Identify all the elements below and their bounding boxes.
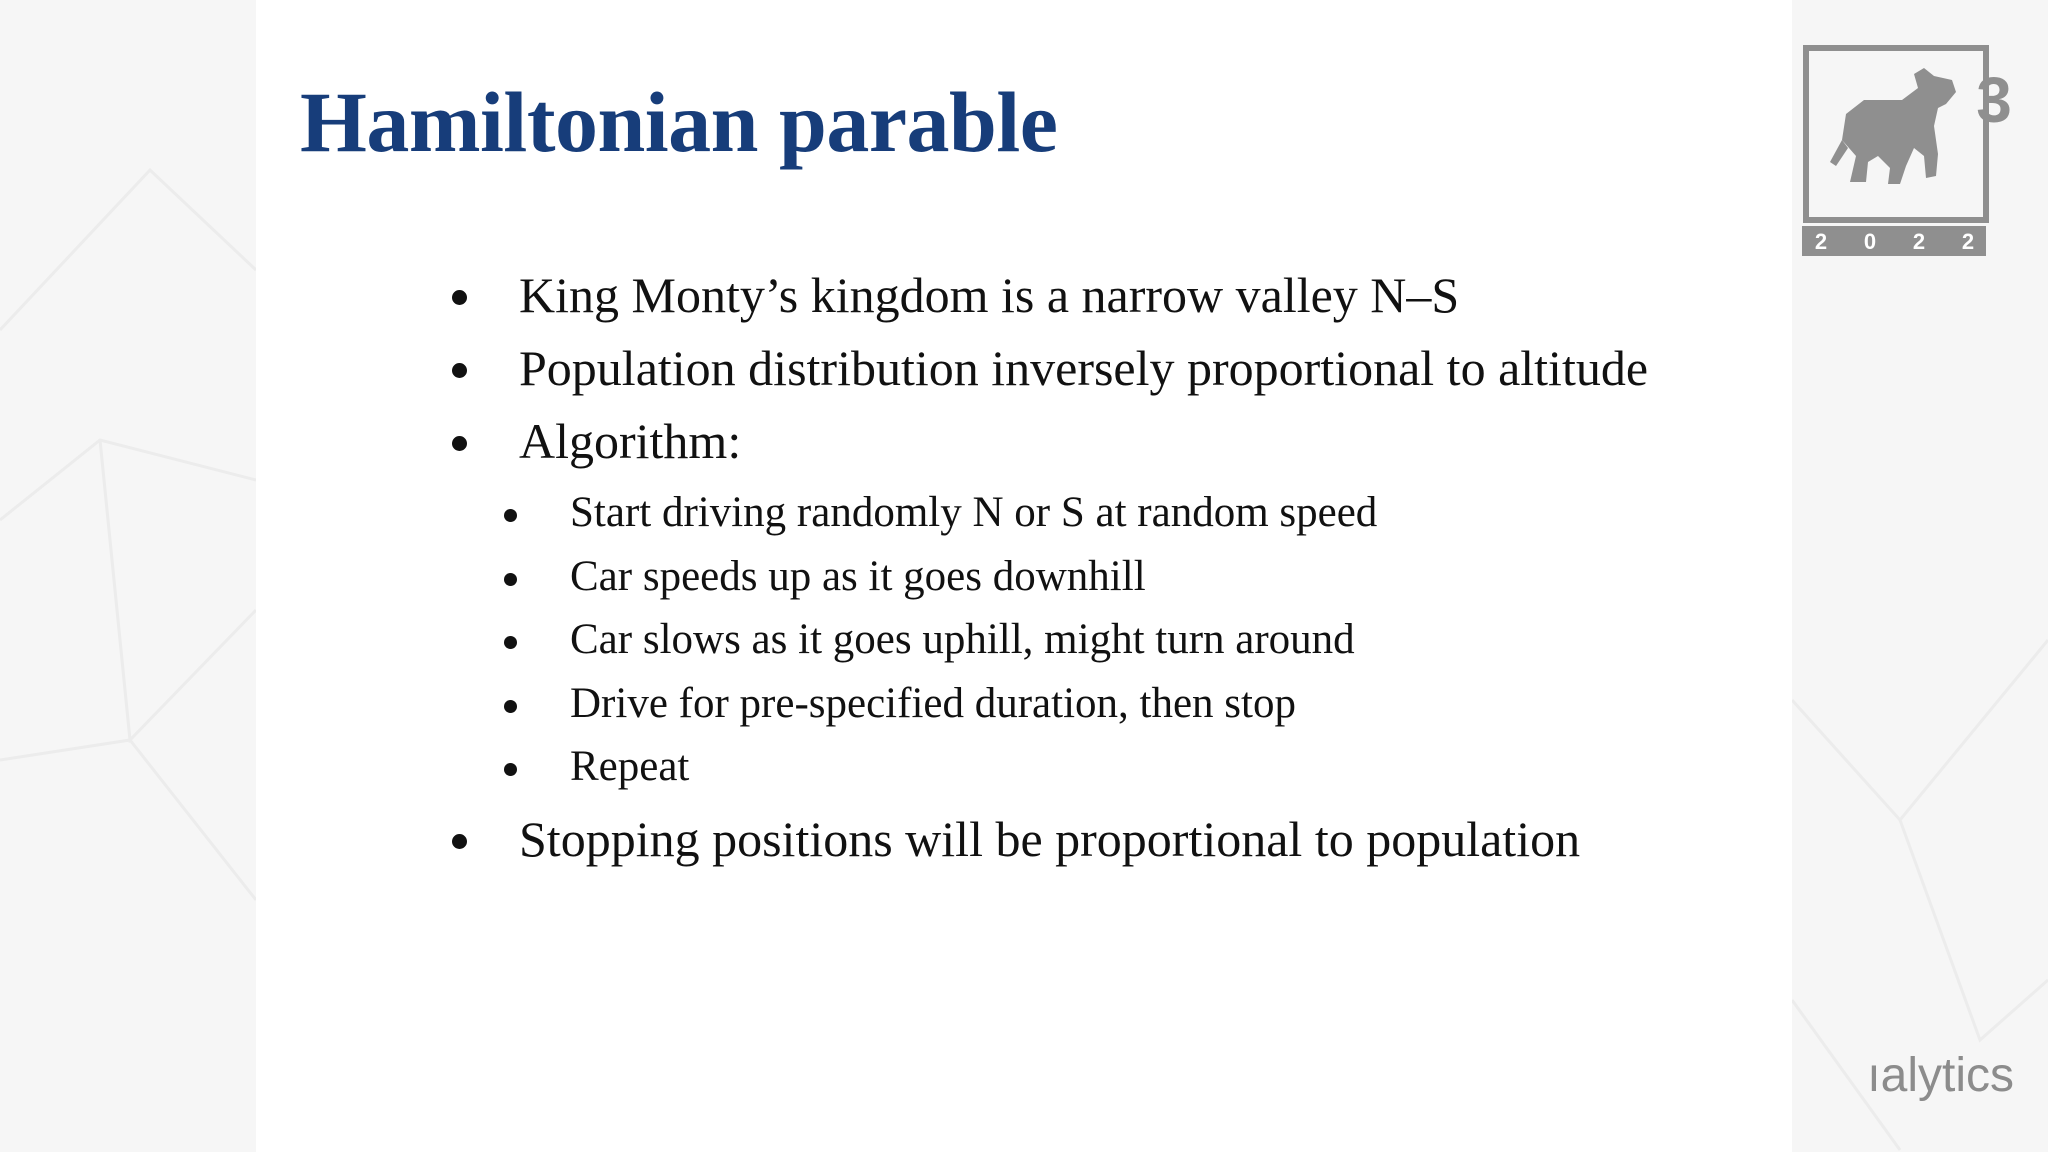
sub-bullet-text: Car slows as it goes uphill, might turn around <box>570 616 1355 663</box>
dog-silhouette-icon <box>1830 68 1956 184</box>
bullet-dot-icon <box>504 573 517 586</box>
logo-year-digit: 2 <box>1961 229 1975 254</box>
sub-bullet-item <box>452 672 1692 736</box>
bullet-dot-icon <box>504 763 517 776</box>
sub-bullet-text: Drive for pre-specified duration, then stop <box>570 679 1296 727</box>
bullet-text: Algorithm: <box>519 413 742 469</box>
watermark-text: ıalytics <box>1867 1049 2014 1102</box>
slide <box>256 0 1792 1152</box>
bullet-dot-icon <box>452 834 467 849</box>
bullet-dot-icon <box>452 290 467 305</box>
bullet-text: King Monty’s kingdom is a narrow valley N–S <box>519 267 1460 323</box>
bullet-item <box>452 408 1692 474</box>
sub-bullet-item <box>452 608 1692 672</box>
bullet-item <box>452 262 1692 328</box>
sub-bullet-item <box>452 481 1692 545</box>
sub-bullet-item <box>452 545 1692 609</box>
conference-logo <box>1802 44 2012 260</box>
bullet-dot-icon <box>504 509 517 522</box>
sub-bullet-item <box>452 735 1692 799</box>
bullet-item <box>452 806 1692 872</box>
slide-title: Hamiltonian parable <box>300 74 1058 170</box>
bullet-list <box>452 262 1692 879</box>
logo-year-digit: 0 <box>1863 229 1877 254</box>
bullet-dot-icon <box>504 700 517 713</box>
sub-bullet-list <box>452 481 1692 799</box>
sub-bullet-text: Start driving randomly N or S at random speed <box>570 489 1378 536</box>
bullet-dot-icon <box>452 363 467 378</box>
bullet-item <box>452 335 1692 401</box>
logo-year-digit: 2 <box>1912 229 1926 254</box>
logo-number: 3 <box>1976 64 2012 136</box>
bullet-text: Stopping positions will be proportional to population <box>519 810 1581 867</box>
bullet-dot-icon <box>504 636 517 649</box>
bullet-text: Population distribution inversely proportional to altitude <box>519 340 1649 396</box>
logo-year-digit: 2 <box>1814 229 1828 254</box>
watermark-text-box <box>1792 1046 2022 1106</box>
sub-bullet-text: Car speeds up as it goes downhill <box>570 552 1146 600</box>
bullet-dot-icon <box>452 436 467 451</box>
sub-bullet-text: Repeat <box>570 743 690 790</box>
